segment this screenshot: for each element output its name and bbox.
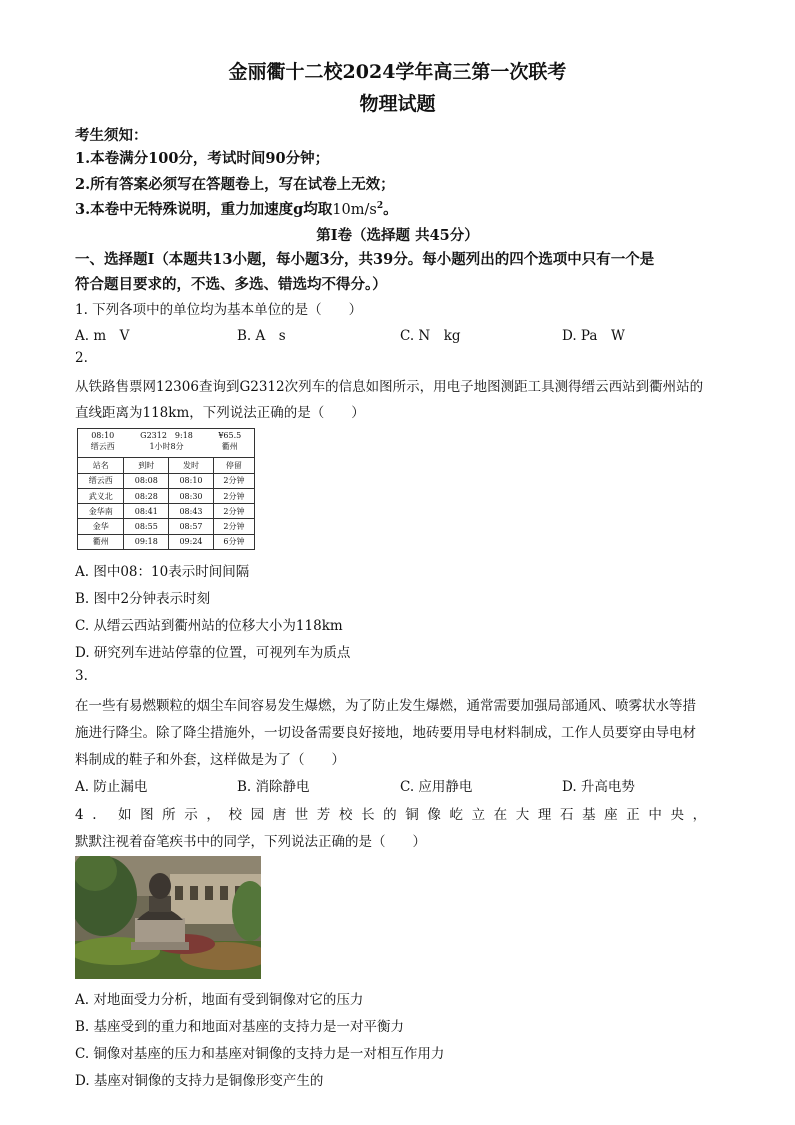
table-cell: 金华南: [78, 504, 124, 519]
question-2-stem: 直线距离为118km，下列说法正确的是（ ）: [75, 405, 365, 421]
train-timetable: [77, 428, 255, 550]
table-cell: 2分钟: [213, 473, 254, 488]
note-item: 1.本卷满分100分，考试时间90分钟；: [75, 150, 330, 167]
question-3-stem: 料制成的鞋子和外套，这样做是为了（ ）: [75, 752, 345, 768]
table-cell: 武义北: [78, 488, 124, 503]
g-tail: 。: [383, 201, 398, 218]
question-2-number: 2.: [75, 350, 88, 366]
q4-option-a: A. 对地面受力分析，地面有受到铜像对它的压力: [75, 992, 364, 1008]
table-cell: 08:41: [124, 504, 169, 519]
table-cell: 09:24: [169, 534, 214, 549]
q4-option-c: C. 铜像对基座的压力和基座对铜像的支持力是一对相互作用力: [75, 1046, 445, 1062]
table-cell: 08:08: [124, 473, 169, 488]
section-title: 第Ⅰ卷（选择题 共45分）: [316, 227, 479, 244]
table-row: [78, 473, 255, 488]
table-cell: 08:28: [124, 488, 169, 503]
q3-option-b: B. 消除静电: [237, 779, 310, 795]
q2-option-a: A. 图中08：10表示时间间隔: [75, 564, 250, 580]
question-2-stem: 从铁路售票网12306查询到G2312次列车的信息如图所示，用电子地图测距工具测得缙云西站到衢州站的: [75, 379, 704, 395]
table-cell: 08:57: [169, 519, 214, 534]
note-item-gravity: [75, 198, 398, 219]
question-1-stem: 1. 下列各项中的单位均为基本单位的是（ ）: [75, 302, 363, 318]
table-cell: 08:43: [169, 504, 214, 519]
question-3-stem: 施进行降尘。除了降尘措施外，一切设备需要良好接地，地砖要用导电材料制成，工作人员要穿由导电材: [75, 725, 696, 741]
note-item: 3.本卷中无特殊说明，重力加速度g均取: [75, 201, 333, 218]
column-header: 发时: [169, 458, 214, 473]
arrival-info: ¥65.5 衢州: [218, 431, 242, 451]
table-cell: 2分钟: [213, 488, 254, 503]
table-cell: 衢州: [78, 534, 124, 549]
column-header: 到时: [124, 458, 169, 473]
table-cell: 08:30: [169, 488, 214, 503]
q2-option-c: C. 从缙云西站到衢州站的位移大小为118km: [75, 618, 343, 634]
table-header-row: [78, 458, 255, 473]
table-cell: 缙云西: [78, 473, 124, 488]
g-exponent: 2: [376, 201, 384, 212]
q3-option-a: A. 防止漏电: [75, 779, 148, 795]
notes-heading: 考生须知：: [75, 127, 148, 144]
q1-option-d: D. Pa W: [562, 328, 625, 344]
question-3-number: 3.: [75, 668, 88, 684]
question-4-stem: 4. 如图所示，校园唐世芳校长的铜像屹立在大理石基座正中央，: [75, 807, 715, 823]
section-instructions: 符合题目要求的，不选、多选、错选均不得分。）: [75, 276, 387, 293]
note-item: 2.所有答案必须写在答题卷上，写在试卷上无效；: [75, 176, 395, 193]
column-header: 站名: [78, 458, 124, 473]
train-info: G2312 9:18 1小时8分: [140, 431, 193, 451]
g-value: 10m/s: [332, 202, 377, 218]
q1-option-b: B. A s: [237, 328, 286, 344]
exam-subject: 物理试题: [359, 93, 436, 115]
table-cell: 2分钟: [213, 519, 254, 534]
table-row: [78, 534, 255, 549]
column-header: 停留: [213, 458, 254, 473]
q3-option-d: D. 升高电势: [562, 779, 635, 795]
table-row: [78, 519, 255, 534]
q4-option-b: B. 基座受到的重力和地面对基座的支持力是一对平衡力: [75, 1019, 405, 1035]
table-row: [78, 488, 255, 503]
table-cell: 金华: [78, 519, 124, 534]
table-cell: 09:18: [124, 534, 169, 549]
q4-option-d: D. 基座对铜像的支持力是铜像形变产生的: [75, 1073, 324, 1089]
table-cell: 2分钟: [213, 504, 254, 519]
table-cell: 08:55: [124, 519, 169, 534]
table-cell: 08:10: [169, 473, 214, 488]
exam-title: 金丽衢十二校2024学年高三第一次联考: [228, 61, 567, 83]
q2-option-d: D. 研究列车进站停靠的位置，可视列车为质点: [75, 645, 351, 661]
departure-info: 08:10 缙云西: [90, 431, 115, 451]
table-cell: 6分钟: [213, 534, 254, 549]
section-instructions: 一、选择题Ⅰ（本题共13小题，每小题3分，共39分。每小题列出的四个选项中只有一个是: [75, 251, 655, 268]
q1-option-c: C. N kg: [400, 328, 461, 344]
question-4-stem: 默默注视着奋笔疾书中的同学，下列说法正确的是（ ）: [75, 834, 426, 850]
bronze-statue-photo: [75, 856, 261, 979]
timetable-summary: [78, 429, 255, 458]
q2-option-b: B. 图中2分钟表示时刻: [75, 591, 211, 607]
q1-option-a: A. m V: [75, 328, 130, 344]
q3-option-c: C. 应用静电: [400, 779, 473, 795]
table-row: [78, 504, 255, 519]
question-3-stem: 在一些有易燃颗粒的烟尘车间容易发生爆燃，为了防止发生爆燃，通常需要加强局部通风、喷雾状水等措: [75, 698, 696, 714]
